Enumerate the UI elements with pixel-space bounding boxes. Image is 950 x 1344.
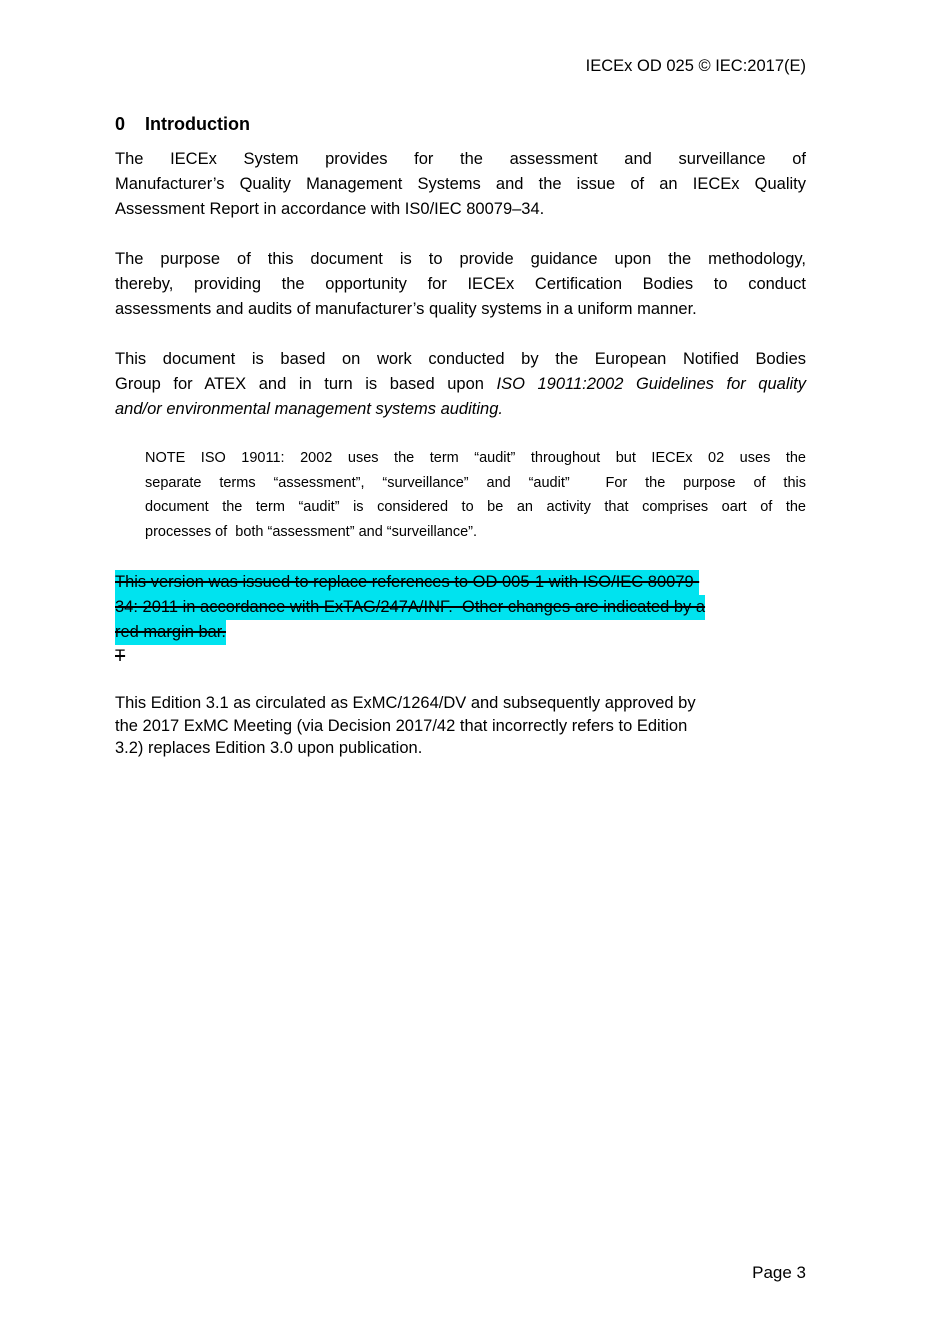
- italic-standard-reference: ISO 19011:2002 Guidelines for quality: [496, 375, 807, 393]
- paragraph-line: the 2017 ExMC Meeting (via Decision 2017/42 that incorrectly refers to Edition: [115, 716, 688, 735]
- note-line: processes of both “assessment” and “surveillance”.: [145, 523, 478, 540]
- paragraph-line: This document is based on work conducted by the European Notified Bodies: [115, 350, 806, 368]
- paragraph-edition: [115, 692, 806, 760]
- paragraph-line-regular-part: Group for ATEX and in turn is based upon: [115, 375, 497, 393]
- paragraph-line: This Edition 3.1 as circulated as ExMC/1264/DV and subsequently approved by: [115, 694, 696, 712]
- paragraph-purpose: [115, 247, 806, 322]
- paragraph-line: The IECEx System provides for the assessment and surveillance of: [115, 150, 806, 168]
- paragraph-system: [115, 147, 806, 222]
- section-number: 0: [115, 114, 126, 134]
- document-header-reference: IECEx OD 025 © IEC:2017(E): [585, 57, 806, 75]
- highlighted-strikethrough-line: 34: 2011 in accordance with ExTAG/247A/INF. Other changes are indicated by a: [115, 595, 705, 620]
- paragraph-line: [115, 372, 806, 397]
- note-line: NOTE ISO 19011: 2002 uses the term “audit” throughout but IECEx 02 uses the: [145, 450, 806, 466]
- paragraph-line: thereby, providing the opportunity for IECEx Certification Bodies to conduct: [115, 275, 806, 293]
- page-number: Page 3: [752, 1263, 806, 1282]
- italic-standard-reference: and/or environmental management systems auditing.: [115, 400, 503, 418]
- paragraph-line: The purpose of this document is to provide guidance upon the methodology,: [115, 250, 806, 268]
- deleted-highlighted-paragraph: [115, 570, 806, 645]
- orphan-strikethrough-character: T: [115, 647, 126, 665]
- highlighted-strikethrough-line: This version was issued to replace references to OD 005-1 with ISO/IEC 80079-: [115, 570, 699, 595]
- note-line: separate terms “assessment”, “surveillance” and “audit” For the purpose of this: [145, 474, 806, 491]
- paragraph-line: Assessment Report in accordance with IS0/IEC 80079–34.: [115, 200, 545, 218]
- note-line: document the term “audit” is considered to be an activity that comprises oart of the: [145, 499, 806, 515]
- note-paragraph: [145, 446, 806, 544]
- paragraph-line: 3.2) replaces Edition 3.0 upon publication.: [115, 739, 423, 758]
- paragraph-line: assessments and audits of manufacturer’s quality systems in a uniform manner.: [115, 300, 697, 318]
- section-heading: [115, 112, 806, 137]
- section-title: Introduction: [145, 114, 250, 134]
- highlighted-strikethrough-line: red margin bar.: [115, 620, 226, 645]
- paragraph-basis: [115, 347, 806, 422]
- paragraph-line: Manufacturer’s Quality Management Systems and the issue of an IECEx Quality: [115, 175, 806, 193]
